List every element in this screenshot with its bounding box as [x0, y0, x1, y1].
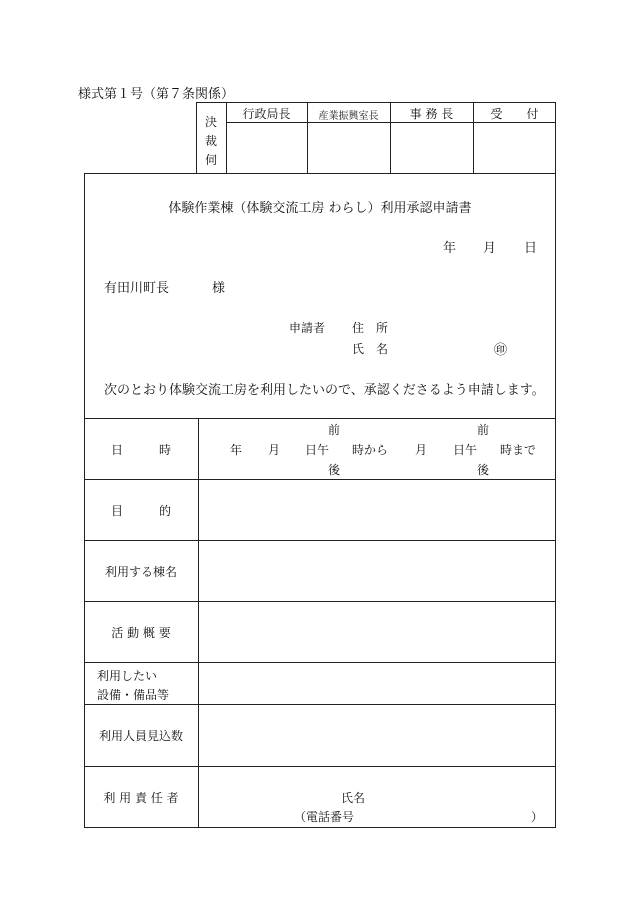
purpose-field[interactable]: [199, 480, 555, 540]
datetime-gozen-2: 午: [465, 443, 478, 457]
datetime-until: 時まで: [500, 443, 537, 457]
applicant-address-label: 住 所: [352, 321, 389, 335]
form-title: 体験作業棟（体験交流工房 わらし）利用承認申請書: [168, 201, 472, 216]
approval-char-1: 決: [205, 115, 218, 129]
datetime-am-2: 前: [477, 423, 490, 437]
equipment-field[interactable]: [199, 663, 555, 704]
responsible-phone-field[interactable]: [370, 806, 520, 824]
activity-label: 活 動 概 要: [111, 626, 171, 640]
activity-field[interactable]: [199, 602, 555, 662]
applicant-name-label: 氏 名: [352, 342, 389, 356]
date-year: 年: [443, 241, 457, 256]
datetime-pm-2: 後: [477, 463, 490, 477]
approval-col-2: 産業振興室長: [318, 111, 379, 122]
addressee-name: 有田川町長: [104, 281, 170, 296]
applicant-label: 申請者: [289, 321, 326, 335]
datetime-month-1: 月: [268, 443, 281, 457]
responsible-name-field[interactable]: [370, 786, 520, 804]
equipment-label-line2: 設備・備品等: [97, 688, 170, 702]
building-label: 利用する棟名: [104, 565, 177, 579]
datetime-label: 日 時: [110, 443, 171, 457]
attendees-field[interactable]: [199, 705, 555, 766]
date-day: 日: [524, 241, 538, 256]
datetime-day-2: 日: [453, 443, 466, 457]
datetime-from: 時から: [352, 443, 389, 457]
attendees-label: 利用人員見込数: [98, 729, 183, 743]
datetime-day-1: 日: [305, 443, 318, 457]
equipment-label-line1: 利用したい: [97, 669, 158, 683]
responsible-phone-close: ）: [531, 810, 544, 824]
approval-char-2: 裁: [205, 134, 218, 148]
approval-col-4: 受 付: [490, 107, 539, 121]
responsible-label: 利 用 責 任 者: [103, 791, 179, 805]
seal-mark: ㊞: [494, 343, 508, 358]
approval-col-1: 行政局長: [242, 107, 291, 121]
datetime-am-1: 前: [328, 423, 341, 437]
statement: 次のとおり体験交流工房を利用したいので、承認くださるよう申請します。: [104, 383, 545, 398]
datetime-year: 年: [230, 443, 243, 457]
datetime-gozen-1: 午: [317, 443, 330, 457]
responsible-phone-label: （電話番号: [294, 810, 355, 824]
datetime-pm-1: 後: [328, 463, 341, 477]
approval-char-3: 伺: [205, 153, 218, 167]
addressee-honorific: 様: [212, 281, 226, 296]
datetime-month-2: 月: [415, 443, 428, 457]
form-number: 様式第１号（第７条関係）: [78, 87, 235, 102]
approval-col-3: 事 務 長: [409, 107, 454, 121]
responsible-name-label: 氏名: [341, 791, 366, 805]
building-field[interactable]: [199, 541, 555, 601]
purpose-label: 目 的: [110, 504, 171, 518]
date-month: 月: [483, 241, 497, 256]
